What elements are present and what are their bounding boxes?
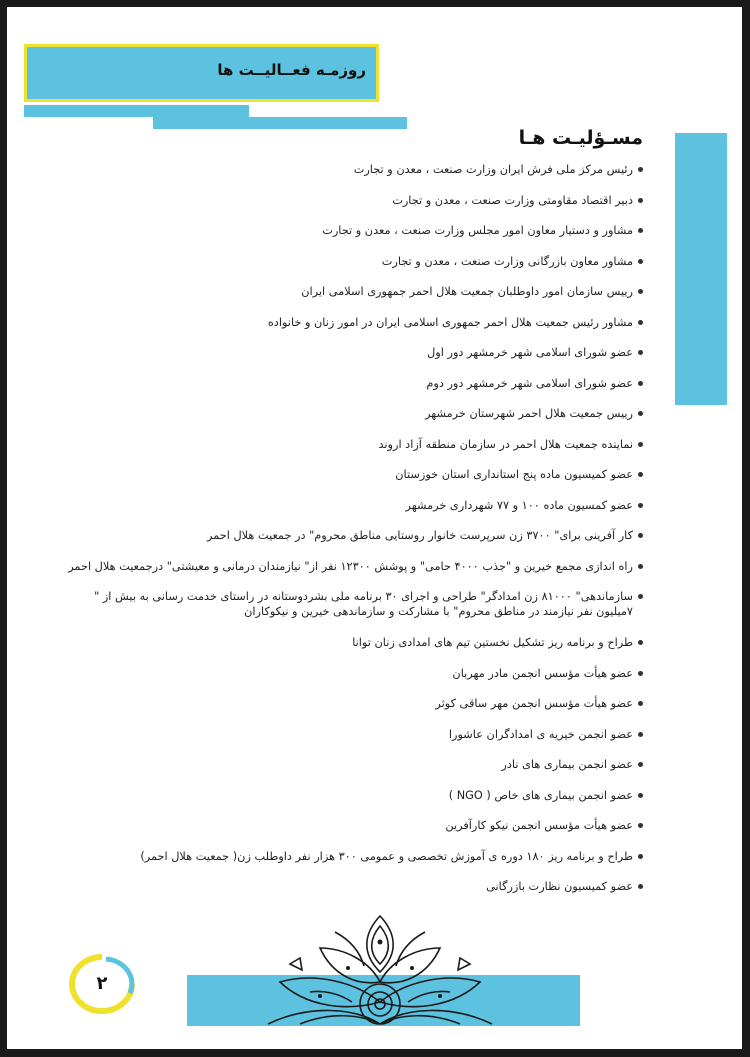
list-item: طراح و برنامه ریز تشکیل نخستین تیم های امدادی زنان توانا <box>80 635 643 650</box>
title-underline-bar <box>24 105 249 117</box>
list-item: عضو انجمن بیماری های نادر <box>80 757 643 772</box>
list-item: سازماندهی" ۸۱۰۰۰ زن امدادگر" طراحی و اجرای ۳۰ برنامه ملی بشردوستانه در راستای خدمت رسانی به بیش از " ۷میلیون نفر نیازمند در مناطق محروم" با مشارکت و سازماندهی خیرین و نیکوکاران <box>80 589 643 619</box>
list-item: طراح و برنامه ریز ۱۸۰ دوره ی آموزش تخصصی و عمومی ۳۰۰ هزار نفر داوطلب زن( جمعیت هلال احمر) <box>80 849 643 864</box>
list-item: مشاور رئیس جمعیت هلال احمر جمهوری اسلامی ایران در امور زنان و خانواده <box>80 315 643 330</box>
header-title-box <box>24 44 379 102</box>
list-item: نماینده جمعیت هلال احمر در سازمان منطقه آزاد اروند <box>80 437 643 452</box>
list-item: عضو هیأت مؤسس انجمن مادر مهربان <box>80 666 643 681</box>
list-item: کار آفرینی برای" ۳۷۰۰ زن سرپرست خانوار روستایی مناطق محروم" در جمعیت هلال احمر <box>80 528 643 543</box>
section-heading: مسـؤلیـت هـا <box>518 127 643 149</box>
list-item: رییس جمعیت هلال احمر شهرستان خرمشهر <box>80 406 643 421</box>
list-item: دبیر اقتصاد مقاومتی وزارت صنعت ، معدن و تجارت <box>80 193 643 208</box>
side-accent-bar <box>675 133 727 405</box>
list-item: عضو شورای اسلامی شهر خرمشهر دور اول <box>80 345 643 360</box>
list-item: عضو کمیسیون ماده پنج استانداری استان خوزستان <box>80 467 643 482</box>
page-number: ۲ <box>96 973 108 994</box>
list-item: عضو انجمن خیریه ی امدادگران عاشورا <box>80 727 643 742</box>
page-title: روزمـه فعــالیــت ها <box>217 61 366 79</box>
mandala-ornament-icon <box>260 912 500 1030</box>
list-item: عضو شورای اسلامی شهر خرمشهر دور دوم <box>80 376 643 391</box>
list-item: مشاور و دستیار معاون امور مجلس وزارت صنعت ، معدن و تجارت <box>80 223 643 238</box>
responsibilities-list <box>68 162 643 910</box>
list-item: راه اندازی مجمع خیرین و "جذب ۴۰۰۰ حامی" و پوشش ۱۲۳۰۰ نفر از" نیازمندان درمانی و معیشتی" درجمعیت هلال احمر <box>80 559 643 574</box>
list-item: مشاور معاون بازرگانی وزارت صنعت ، معدن و تجارت <box>80 254 643 269</box>
title-underline-bar-offset <box>153 117 407 129</box>
list-item: عضو هیأت مؤسس انجمن نیکو کارآفرین <box>80 818 643 833</box>
list-item: عضو هیأت مؤسس انجمن مهر ساقی کوثر <box>80 696 643 711</box>
list-item: عضو انجمن بیماری های خاص ( NGO ) <box>80 788 643 803</box>
list-item: رئیس مرکز ملی فرش ایران وزارت صنعت ، معدن و تجارت <box>80 162 643 177</box>
list-item: عضو کمیسیون نظارت بازرگانی <box>80 879 643 894</box>
list-item: عضو کمسیون ماده ۱۰۰ و ۷۷ شهرداری خرمشهر <box>80 498 643 513</box>
list-item: رییس سازمان امور داوطلبان جمعیت هلال احمر جمهوری اسلامی ایران <box>80 284 643 299</box>
